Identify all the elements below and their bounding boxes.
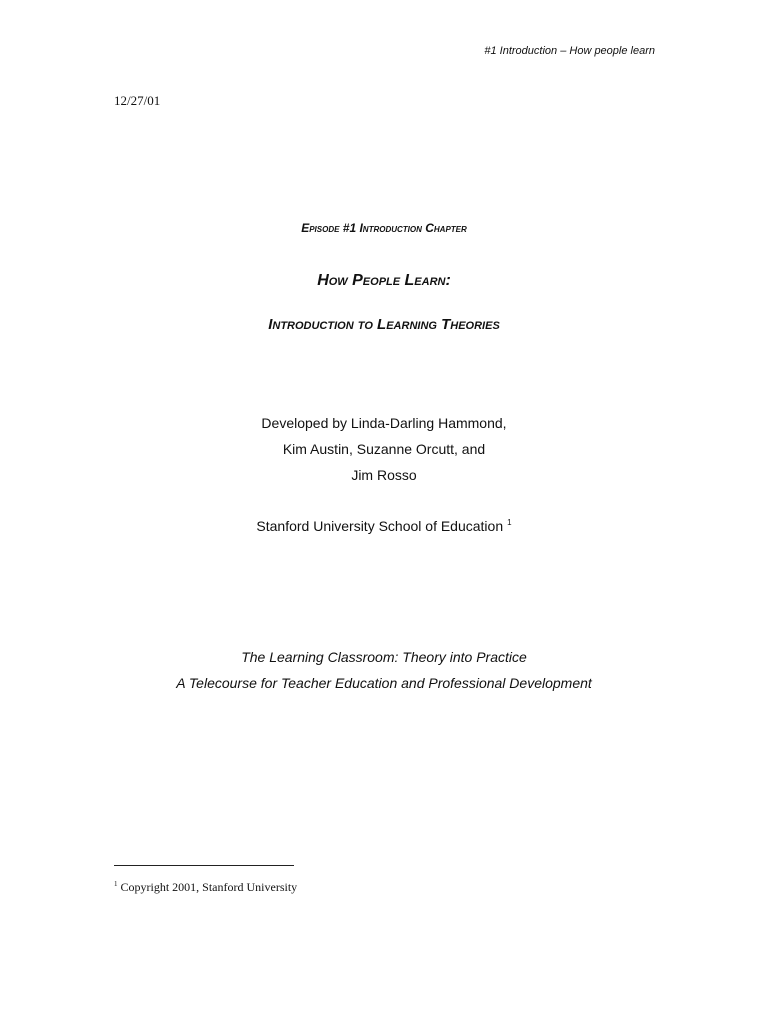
footnote-divider [114,865,294,866]
series-subtitle: A Telecourse for Teacher Education and Professional Development [176,675,592,691]
footnote-text: Copyright 2001, Stanford University [120,880,298,894]
footnote-reference: 1 [507,518,512,528]
series-title: The Learning Classroom: Theory into Practice [241,649,527,665]
episode-label: Episode #1 Introduction Chapter [301,221,467,235]
institution-name: Stanford University School of Education [256,518,504,534]
main-title: How People Learn: [317,272,451,289]
credits-last-author: Jim Rosso [351,467,417,483]
subtitle: Introduction to Learning Theories [268,316,500,333]
credits-developed-by: Developed by Linda-Darling Hammond, [261,415,507,431]
institution-line [0,518,768,534]
running-header: #1 Introduction – How people learn [484,45,655,57]
document-date: 12/27/01 [114,93,161,108]
footnote [114,880,297,895]
credits-authors: Kim Austin, Suzanne Orcutt, and [282,441,486,457]
footnote-marker: 1 [114,880,118,888]
